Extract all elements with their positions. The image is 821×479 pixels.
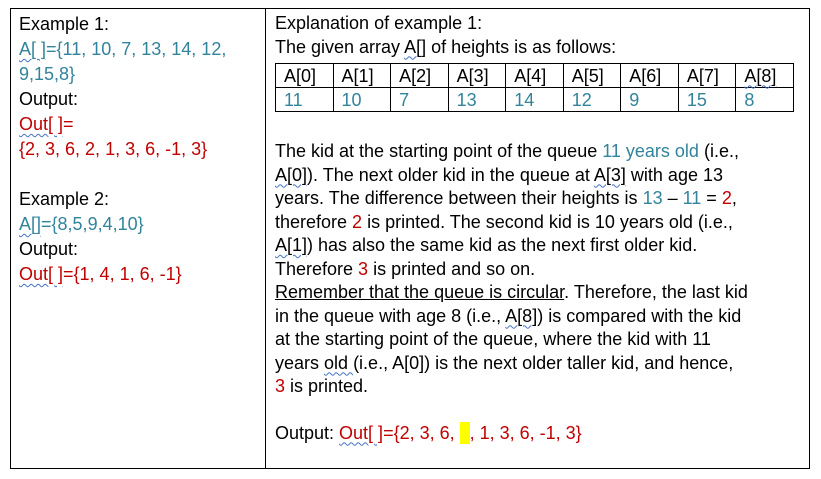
example2-array-line — [19, 212, 263, 237]
spacer — [275, 399, 805, 422]
p1-line1 — [275, 140, 805, 164]
table-value-cell: 7 — [391, 88, 449, 112]
p1-text: The kid at the starting point of the queue — [275, 141, 603, 161]
p1-text: is printed and so on. — [368, 258, 536, 279]
table-value-cell: 14 — [506, 88, 564, 112]
intro-suffix: of heights is as follows: — [426, 36, 617, 57]
explanation-paragraph-2 — [275, 281, 805, 399]
p2-line4 — [275, 352, 805, 376]
p2-text: . Therefore, the last kid — [564, 282, 748, 302]
example2-heading: Example 2: — [19, 189, 110, 209]
p1-array-ref: A[1] — [275, 235, 308, 255]
output-values-after: , 1, 3, 6, -1, 3} — [469, 422, 582, 443]
table-value-cell: 12 — [563, 88, 621, 112]
p2-underlined-note: Remember that the queue is circular — [275, 282, 565, 302]
examples-column — [19, 12, 263, 287]
p1-result: 2 — [721, 188, 732, 208]
explanation-paragraph-1 — [275, 140, 805, 281]
p1-number: 11 — [682, 188, 702, 208]
heights-array-table — [275, 63, 794, 112]
p1-line4 — [275, 211, 805, 235]
p1-text: years. The difference between their heights is — [275, 188, 643, 208]
table-header-cell: A[5] — [563, 64, 621, 88]
example1-out-eq: = — [63, 114, 74, 134]
p1-text: therefore — [275, 211, 353, 232]
example1-output-label: Output: — [19, 89, 79, 109]
explanation-intro — [275, 36, 805, 60]
example1-out-name: Out[ ] — [19, 114, 64, 134]
explanation-column — [275, 12, 805, 445]
p1-array-ref: A[0] — [275, 164, 308, 185]
intro-array-name: A[] — [404, 36, 427, 57]
example1-array-values-2: 9,15,8} — [19, 64, 76, 84]
p2-array-ref: A[8] — [505, 305, 538, 326]
p2-line1 — [275, 281, 805, 305]
table-header-cell: A[8] — [736, 64, 794, 88]
p1-text: (i.e., — [698, 141, 739, 161]
p1-line5 — [275, 234, 805, 258]
column-divider — [265, 8, 266, 469]
table-header-cell: A[6] — [621, 64, 679, 88]
table-value-cell: 13 — [448, 88, 506, 112]
example2-out-name: Out[ ] — [19, 264, 64, 284]
p1-text: , — [731, 188, 737, 208]
table-header-cell: A[3] — [448, 64, 506, 88]
p1-age-highlight: 11 years old — [602, 141, 699, 161]
example1-out-line — [19, 112, 263, 137]
spacer — [19, 162, 263, 187]
output-values-before: ={2, 3, 6, — [383, 422, 460, 443]
p2-text: years — [275, 352, 325, 373]
example1-array-name: A[ ] — [19, 39, 47, 59]
table-value-cell: 11 — [276, 88, 334, 112]
table-header-cell: A[7] — [678, 64, 736, 88]
p1-number: 13 — [642, 188, 663, 208]
example1-out-values: {2, 3, 6, 2, 1, 3, 6, -1, 3} — [19, 139, 208, 159]
table-header-cell: A[4] — [506, 64, 564, 88]
p2-text: (i.e., A[0]) is the next older taller kid, and hence, — [353, 352, 734, 373]
intro-prefix: The given array — [275, 36, 405, 57]
table-header-cell: A[0] — [276, 64, 334, 88]
p2-line3: at the starting point of the queue, where the kid with 11 — [275, 329, 711, 349]
p1-text: ) has also the same kid as the next first older kid. — [307, 235, 698, 255]
p1-line2 — [275, 164, 805, 188]
p1-text: – — [662, 188, 683, 208]
p2-line2 — [275, 305, 805, 329]
p2-text: ) is compared with the kid — [537, 305, 742, 326]
p1-text: = — [701, 188, 722, 208]
table-value-cell: 10 — [333, 88, 391, 112]
output-label: Output: — [275, 422, 340, 443]
example2-out-values: ={1, 4, 1, 6, -1} — [63, 264, 182, 284]
p1-text: ). The next older kid in the queue at — [307, 164, 594, 185]
example2-out-line — [19, 262, 263, 287]
p2-line5 — [275, 375, 805, 399]
explanation-output — [275, 422, 805, 446]
example2-array-values: ={8,5,9,4,10} — [41, 214, 144, 234]
table-value-cell: 15 — [678, 88, 736, 112]
table-header-row — [276, 64, 794, 88]
table-header-cell: A[1] — [333, 64, 391, 88]
p1-result: 3 — [358, 258, 369, 279]
example1-array-values-1: ={11, 10, 7, 13, 14, 12, — [46, 39, 227, 59]
p1-array-ref: A[3] — [593, 164, 626, 185]
p2-spell-flag: old — [324, 352, 354, 373]
table-header-cell: A[2] — [391, 64, 449, 88]
yellow-highlight-marker — [460, 422, 470, 444]
output-array-name: Out[ ] — [339, 422, 384, 443]
p1-text: with age 13 — [625, 164, 723, 185]
p2-text: is printed. — [285, 376, 369, 396]
table-value-cell: 8 — [736, 88, 794, 112]
p1-result: 2 — [352, 211, 363, 232]
p1-text: Therefore — [275, 258, 359, 279]
example2-array-name: A[] — [19, 214, 42, 234]
table-value-cell: 9 — [621, 88, 679, 112]
example2-output-label: Output: — [19, 239, 79, 259]
p2-text: in the queue with age 8 (i.e., — [275, 305, 506, 326]
p2-result: 3 — [275, 376, 286, 396]
p1-line6 — [275, 258, 805, 282]
example1-heading: Example 1: — [19, 14, 110, 34]
table-value-row — [276, 88, 794, 112]
example1-array-line1 — [19, 37, 263, 62]
p1-text: is printed. The second kid is 10 years old (i.e., — [362, 211, 733, 232]
explanation-heading: Explanation of example 1: — [275, 13, 483, 33]
p1-line3 — [275, 187, 805, 211]
